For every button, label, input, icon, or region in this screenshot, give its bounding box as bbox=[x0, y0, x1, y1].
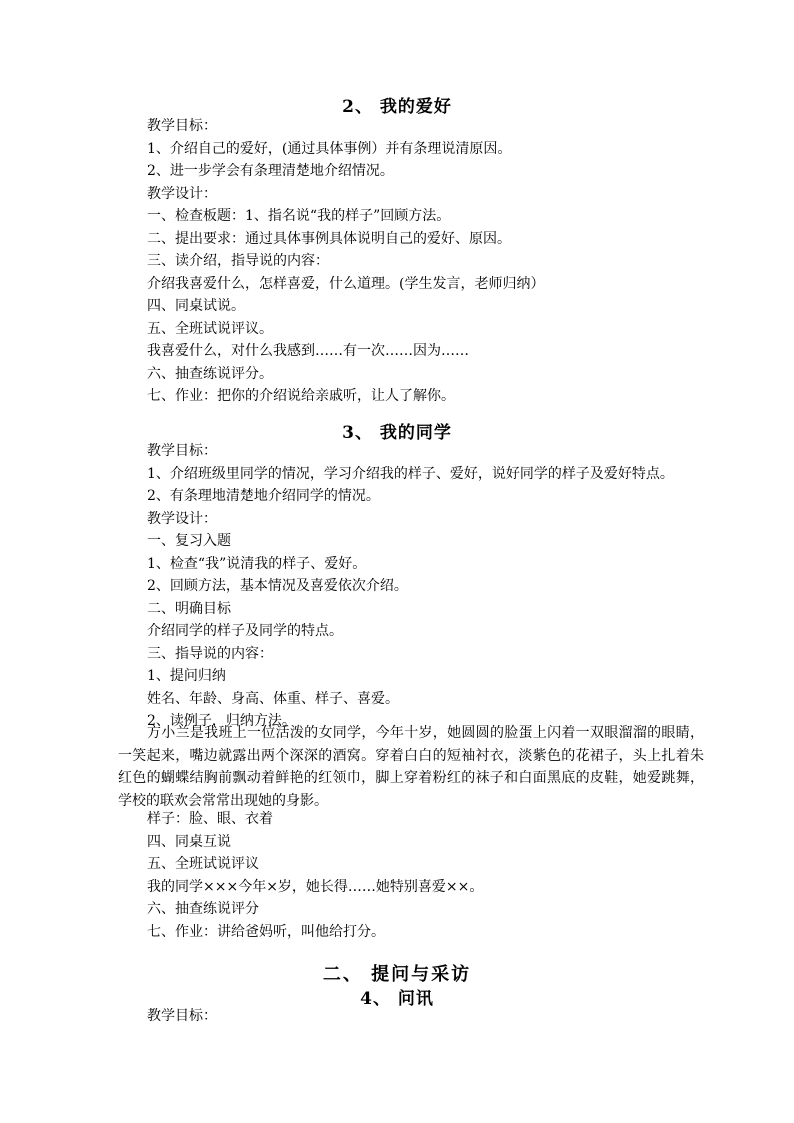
text-line: 五、全班试说评议。 bbox=[147, 320, 273, 337]
section-2-title: 2、 我的爱好 bbox=[342, 97, 452, 117]
text-line: 我喜爱什么，对什么我感到……有一次……因为…… bbox=[147, 343, 469, 359]
text-line: 七、作业：讲给爸妈听，叫他给打分。 bbox=[147, 923, 385, 940]
text-line: 1、提问归纳 bbox=[147, 668, 226, 684]
text-line: 我的同学×××今年×岁，她长得……她特别喜爱××。 bbox=[147, 878, 484, 895]
text-line: 三、指导说的内容： bbox=[147, 645, 273, 662]
text-line: 七、作业：把你的介绍说给亲戚听，让人了解你。 bbox=[147, 388, 455, 404]
text-line: 教学设计： bbox=[147, 185, 217, 202]
text-line: 教学目标： bbox=[147, 443, 217, 459]
text-line: 六、抽查练说评分。 bbox=[147, 365, 273, 382]
text-line: 样子：脸、眼、衣着 bbox=[147, 811, 273, 827]
section-4-title: 4、 问讯 bbox=[360, 989, 434, 1009]
text-line: 二、明确目标 bbox=[147, 600, 231, 617]
text-line: 1、介绍班级里同学的情况，学习介绍我的样子、爱好，说好同学的样子及爱好特点。 bbox=[147, 465, 674, 482]
text-line: 三、读介绍，指导说的内容： bbox=[147, 253, 329, 269]
text-line: 2、进一步学会有条理清楚地介绍情况。 bbox=[147, 163, 394, 179]
section-3-body-a bbox=[147, 440, 677, 733]
example-paragraph: 方小兰是我班上一位活泼的女同学，今年十岁，她圆圆的脸蛋上闪着一双眼溜溜的眼睛，一笑起来，嘴边就露出两个深深的酒窝。穿着白白的短袖衬衣，淡紫色的花裙子，头上扎着朱红色的蝴蝶结胸前飘动着鲜艳的红领巾，脚上穿着粉红的袜子和白面黑底的皮鞋，她爱跳舞，学校的联欢会常常出现她的身影。 bbox=[118, 725, 704, 809]
text-line: 1、介绍自己的爱好，(通过具体事例）并有条理说清原因。 bbox=[147, 140, 512, 157]
text-line: 一、检查板题：1、指名说“我的样子”回顾方法。 bbox=[147, 208, 451, 224]
text-line: 姓名、年龄、身高、体重、样子、喜爱。 bbox=[147, 690, 399, 707]
text-line: 教学目标： bbox=[147, 1008, 217, 1024]
section-3-body-b bbox=[147, 808, 677, 943]
text-line: 1、检查“我”说清我的样子、爱好。 bbox=[147, 555, 367, 572]
text-line: 六、抽查练说评分 bbox=[147, 901, 259, 917]
text-line: 教学设计： bbox=[147, 510, 217, 527]
text-line: 五、全班试说评议 bbox=[147, 856, 259, 872]
text-line: 教学目标： bbox=[147, 118, 217, 134]
text-line: 2、有条理地清楚地介绍同学的情况。 bbox=[147, 488, 380, 504]
text-line: 2、读例子，归纳方法。 bbox=[147, 713, 296, 729]
text-line: 四、同桌试说。 bbox=[147, 298, 245, 314]
text-line: 介绍同学的样子及同学的特点。 bbox=[147, 623, 343, 639]
section-2-body bbox=[147, 115, 677, 408]
text-line: 四、同桌互说 bbox=[147, 833, 231, 850]
section-3-title: 3、 我的同学 bbox=[342, 423, 452, 443]
section-4-body bbox=[147, 1005, 677, 1028]
text-line: 介绍我喜爱什么，怎样喜爱，什么道理。(学生发言，老师归纳） bbox=[147, 275, 545, 292]
text-line: 一、复习入题 bbox=[147, 533, 231, 549]
text-line: 二、提出要求：通过具体事例具体说明自己的爱好、原因。 bbox=[147, 230, 511, 247]
part-2-title: 二、 提问与采访 bbox=[322, 964, 472, 985]
text-line: 2、回顾方法，基本情况及喜爱依次介绍。 bbox=[147, 578, 408, 594]
